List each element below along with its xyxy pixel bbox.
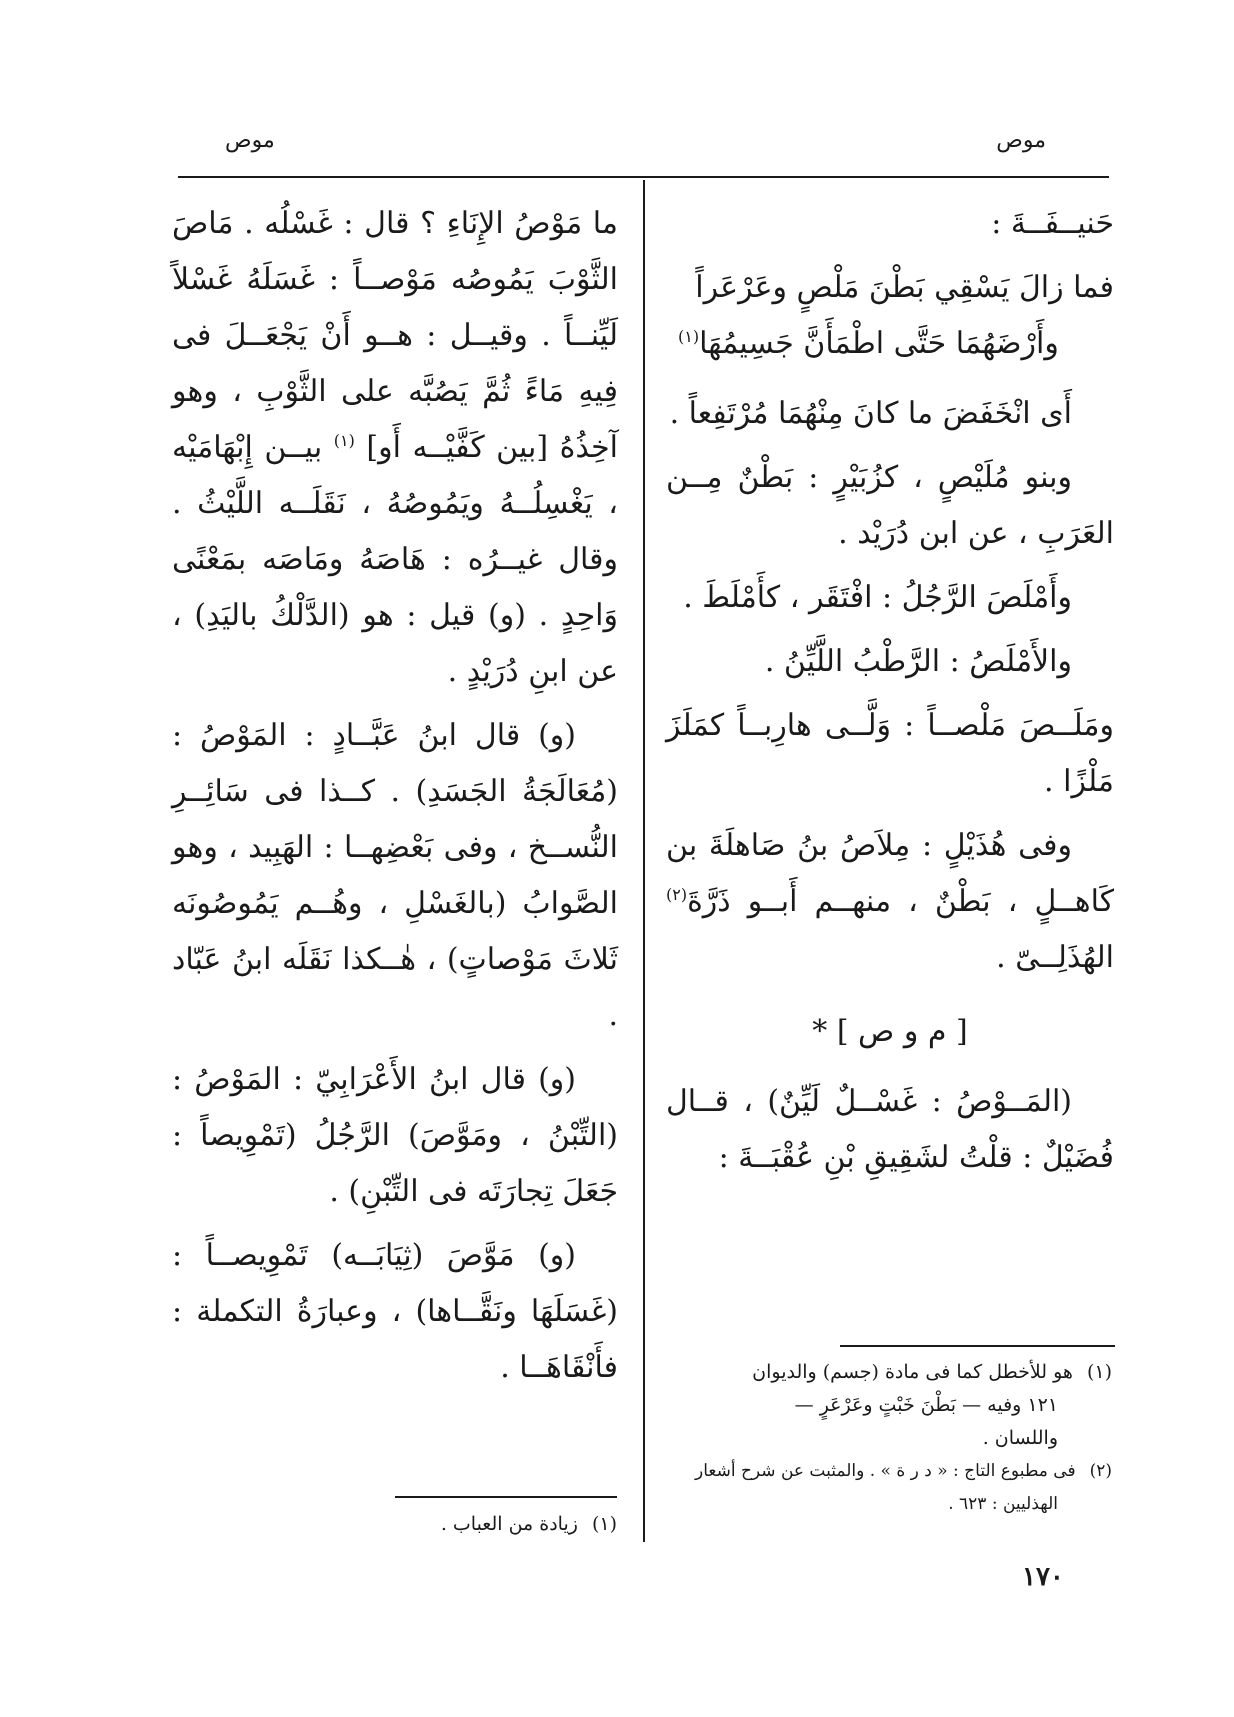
running-header-left: موص	[225, 128, 275, 153]
footnote-1	[395, 1508, 617, 1541]
footnote-number: (١)	[1086, 1361, 1112, 1383]
paragraph-text: وفى هُذَيْلٍ : مِلاَصُ بنُ صَاهلَةَ بن كَاهــلٍ ، بَطْنٌ ، منهــم أَبــو ذَرَّةَ	[666, 828, 1114, 919]
paragraph-amlas: وأَمْلَصَ الرَّجُلُ : افْتَقَر ، كأَمْلَطَ .	[683, 580, 1072, 615]
paragraph-text: الهُذَلِــىّ .	[996, 940, 1114, 975]
page-number: ١٧٠	[1022, 1562, 1064, 1592]
footnote-text: هو للأخطل كما فى مادة (جسم) والديوان	[752, 1361, 1073, 1383]
paragraph-continuation	[172, 196, 618, 700]
paragraph-ibn-arabi: (و) قال ابنُ الأَعْرَابِيّ : المَوْصُ : (التِّبْنُ ، ومَوَّصَ) الرَّجُلُ (تَمْوِيصاً : جَعَلَ تِجارَتَه فى التِّبْنِ) .	[172, 1062, 618, 1209]
entry-heading: [ م و ص ] *	[812, 1014, 968, 1049]
footnote-1-line-3: واللسان .	[982, 1427, 1058, 1449]
footnotes-right	[672, 1356, 1112, 1521]
footnotes-left	[395, 1508, 617, 1541]
paragraph-ibn-abbad: (و) قال ابنُ عَبَّــادٍ : المَوْصُ : (مُعَالَجَةُ الجَسَدِ) . كــذا فى سَائِــرِ النُّســخ ، وفى بَعْضِهــا : الهَبِيد ، وهو الصَّوابُ (بالغَسْلِ ، وهُــم يَمُوصُونَه ثَلاثَ مَوْصاتٍ) ، هٰــكذا نَقَلَه ابنُ عَبّاد .	[172, 718, 618, 1033]
footnote-1-line-2: ١٢١ وفيه — بَطْنَ خَبْتٍ وعَرْعَرٍ —	[794, 1394, 1058, 1416]
header-rule	[178, 176, 1109, 178]
paragraph-explanation: أَى انْخَفَضَ ما كانَ مِنْهُمَا مُرْتَفِعاً .	[669, 396, 1072, 431]
right-column	[666, 196, 1114, 1194]
footnote-text: زيادة من العباب .	[440, 1513, 578, 1535]
footnote-rule-right	[840, 1345, 1115, 1347]
paragraph-bano-mulays: وبنو مُلَيْصٍ ، كزُبَيْرٍ : بَطْنٌ مِــن العَرَبِ ، عن ابن دُرَيْد .	[666, 460, 1114, 551]
paragraph-al-amlas: والأَمْلَصُ : الرَّطْبُ اللَّيِّنُ .	[764, 644, 1072, 679]
footnote-text: فى مطبوع التاج : « د ر ة » . والمثبت عن شرح أشعار	[694, 1461, 1076, 1481]
paragraph-malasa: ومَلَــصَ مَلْصــاً : وَلَّــى هارِبــاً كمَلَزَ مَلْزًا .	[666, 708, 1114, 799]
footnote-ref[interactable]: (١)	[678, 327, 700, 346]
footnote-ref[interactable]: (٢)	[666, 885, 688, 904]
paragraph-mawwasa-thiyab: (و) مَوَّصَ (ثِيَابَــه) تَمْوِيصــاً : (غَسَلَهَا ونَقَّــاها) ، وعبارَةُ التكملة : فأَنْقَاهَــا .	[172, 1238, 618, 1385]
paragraph-hudhayl	[666, 818, 1114, 986]
footnote-2-line-2: الهذليين : ٦٢٣ .	[948, 1494, 1058, 1514]
column-divider	[643, 180, 645, 1542]
footnote-ref[interactable]: (١)	[333, 431, 355, 450]
paragraph-text: بيــن إِبْهَامَيْه ، يَغْسِلُــهُ ويَمُوصُهُ ، نَقَلَــه اللَّيْثُ . وقال غيــرُه : هَاصَهُ ومَاصَه بمَعْنًى وَاحِدٍ . (و) قيل : هو (الدَّلْكُ باليَدِ) ، عن ابنِ دُرَيْدٍ .	[172, 430, 618, 689]
footnote-number: (١)	[591, 1513, 617, 1535]
running-header-right: موص	[996, 128, 1046, 153]
left-column	[172, 196, 618, 1404]
verse-hemistich-2	[666, 316, 1114, 372]
paragraph-mawsu-definition: (المَــوْصُ : غَسْــلٌ لَيِّنٌ) ، قــال فُضَيْلٌ : قلْتُ لشَقِيقِ بْنِ عُقْبَــةَ :	[666, 1084, 1114, 1175]
paragraph-intro: حَنيــفَــةَ :	[991, 206, 1114, 241]
paragraph-text: ما مَوْصُ الإِنَاءِ ؟ قال : غَسْلُه . مَاصَ الثَّوْبَ يَمُوصُه مَوْصــاً : غَسَلَهُ غَسْلاً لَيِّنــاً . وقيــل : هــو أَنْ يَجْعَــلَ فى فِيهِ مَاءً ثُمَّ يَصُبَّه على الثَّوْبِ ، وهو آخِذُهُ [بين كَفَّيْــه أَو]	[172, 206, 618, 465]
footnote-number: (٢)	[1089, 1461, 1112, 1481]
footnote-rule-left	[395, 1496, 617, 1498]
verse-text: وأَرْضَهُمَا حَتَّى اطْمَأَنَّ جَسِيمُهَا	[699, 326, 1059, 361]
verse-hemistich-1: فما زالَ يَسْقِي بَطْنَ مَلْصٍ وعَرْعَراً	[695, 270, 1114, 305]
footnote-1	[672, 1356, 1112, 1389]
footnote-2	[672, 1455, 1112, 1488]
